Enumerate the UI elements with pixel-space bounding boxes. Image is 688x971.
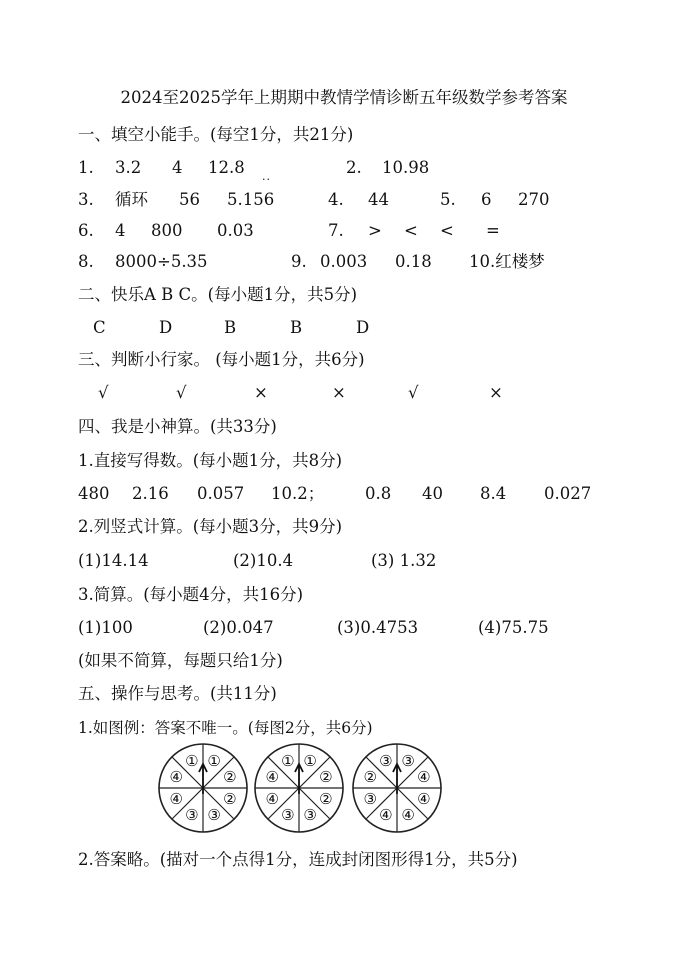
check-mark: √ bbox=[98, 383, 109, 402]
answer-value: (2)0.047 bbox=[203, 618, 274, 637]
answer-value: 56 bbox=[179, 190, 200, 209]
spinner-wheel bbox=[255, 744, 343, 832]
pointer-arrow-icon bbox=[393, 764, 401, 794]
item-number: 7. bbox=[328, 221, 344, 240]
choice-answer: B bbox=[290, 318, 303, 337]
repeating-decimal-dots: ·· bbox=[262, 173, 271, 186]
wheel-sector-label: ③ bbox=[379, 752, 393, 771]
item-number: 2. bbox=[346, 158, 362, 177]
pointer-arrow-icon bbox=[295, 764, 303, 794]
answer-value: 10.2； bbox=[271, 484, 325, 503]
section3-heading: 三、判断小行家。 (每小题1分，共6分) bbox=[78, 350, 365, 369]
section4-part3-heading: 3.简算。(每小题4分，共16分) bbox=[78, 585, 304, 604]
wheel-sector-label: ④ bbox=[169, 790, 183, 809]
choice-answer: D bbox=[159, 318, 173, 337]
answer-value: 0.003 bbox=[320, 252, 368, 271]
wheel-sector-label: ③ bbox=[207, 805, 221, 824]
choice-answer: B bbox=[224, 318, 237, 337]
answer-value: (1)100 bbox=[78, 618, 133, 637]
item-number: 4. bbox=[328, 190, 344, 209]
answer-value: 10.红楼梦 bbox=[469, 252, 545, 271]
answer-value: 0.03 bbox=[217, 221, 254, 240]
wheel-sector-label: ② bbox=[319, 790, 333, 809]
answer-value: 10.98 bbox=[382, 158, 430, 177]
answer-value: 5.156 bbox=[227, 190, 275, 209]
wheel-sector-label: ① bbox=[207, 752, 221, 771]
item-number: 1. bbox=[78, 158, 94, 177]
wheel-sector-label: ④ bbox=[379, 805, 393, 824]
wheel-sector-label: ④ bbox=[417, 790, 431, 809]
answer-value: (1)14.14 bbox=[78, 551, 149, 570]
cross-mark: × bbox=[489, 383, 503, 402]
answer-value: (3) 1.32 bbox=[371, 551, 437, 570]
wheel-sector-label: ① bbox=[303, 752, 317, 771]
item-number: 6. bbox=[78, 221, 94, 240]
section4-part1-heading: 1.直接写得数。(每小题1分，共8分) bbox=[78, 451, 343, 470]
page-title: 2024至2025学年上期期中教情学情诊断五年级数学参考答案 bbox=[120, 88, 568, 107]
section5-heading: 五、操作与思考。(共11分) bbox=[78, 684, 277, 703]
item-number: 8. bbox=[78, 252, 94, 271]
section4-part3-note: (如果不简算，每题只给1分) bbox=[78, 651, 283, 670]
comparison-sign: < bbox=[440, 221, 454, 240]
cross-mark: × bbox=[332, 383, 346, 402]
wheel-sector-label: ② bbox=[223, 767, 237, 786]
choice-answer: C bbox=[93, 318, 106, 337]
pointer-arrow-icon bbox=[199, 764, 207, 794]
answer-value: 3.2 bbox=[115, 158, 142, 177]
wheel-sector-label: ① bbox=[185, 752, 199, 771]
answer-value: 2.16 bbox=[132, 484, 169, 503]
section5-part1-text: 1.如图例：答案不唯一。(每图2分，共6分) bbox=[78, 719, 373, 737]
answer-value: 0.027 bbox=[544, 484, 592, 503]
wheel-sector-label: ④ bbox=[401, 805, 415, 824]
comparison-sign: > bbox=[368, 221, 382, 240]
answer-value: (4)75.75 bbox=[478, 618, 549, 637]
answer-value: 480 bbox=[78, 484, 110, 503]
answer-value: 6 bbox=[481, 190, 492, 209]
item-number: 3. bbox=[78, 190, 94, 209]
answer-value: 40 bbox=[422, 484, 443, 503]
wheel-sector-label: ③ bbox=[281, 805, 295, 824]
answer-value: (2)10.4 bbox=[233, 551, 294, 570]
answer-value: 12.8 bbox=[208, 158, 245, 177]
wheel-sector-label: ① bbox=[281, 752, 295, 771]
wheel-sector-label: ② bbox=[363, 767, 377, 786]
answer-value: 0.18 bbox=[395, 252, 432, 271]
answer-value: 270 bbox=[518, 190, 550, 209]
choice-answer: D bbox=[356, 318, 370, 337]
answer-value: 8.4 bbox=[480, 484, 507, 503]
wheel-sector-label: ③ bbox=[363, 790, 377, 809]
answer-value: 44 bbox=[368, 190, 389, 209]
spinner-wheel bbox=[353, 744, 441, 832]
answer-value: 0.057 bbox=[197, 484, 245, 503]
answer-value: 800 bbox=[151, 221, 183, 240]
wheel-sector-label: ③ bbox=[303, 805, 317, 824]
cross-mark: × bbox=[254, 383, 268, 402]
item-number: 9. bbox=[291, 252, 307, 271]
wheel-sector-label: ③ bbox=[185, 805, 199, 824]
check-mark: √ bbox=[408, 383, 419, 402]
wheel-sector-label: ④ bbox=[417, 767, 431, 786]
answer-value: 4 bbox=[115, 221, 126, 240]
answer-value: 0.8 bbox=[365, 484, 392, 503]
wheel-sector-label: ④ bbox=[265, 767, 279, 786]
check-mark: √ bbox=[176, 383, 187, 402]
comparison-sign: < bbox=[404, 221, 418, 240]
answer-value: 循环 bbox=[115, 190, 148, 209]
section4-heading: 四、我是小神算。(共33分) bbox=[78, 417, 277, 436]
wheel-sector-label: ④ bbox=[265, 790, 279, 809]
item-number: 5. bbox=[440, 190, 456, 209]
answer-value: 8000÷5.35 bbox=[115, 252, 208, 271]
answer-value: (3)0.4753 bbox=[337, 618, 419, 637]
section1-heading: 一、填空小能手。(每空1分，共21分) bbox=[78, 125, 354, 144]
spinner-wheel bbox=[159, 744, 247, 832]
section2-heading: 二、快乐A B C。(每小题1分，共5分) bbox=[78, 285, 358, 304]
wheel-sector-label: ③ bbox=[401, 752, 415, 771]
comparison-sign: = bbox=[486, 221, 500, 240]
wheel-sector-label: ② bbox=[319, 767, 333, 786]
section5-part2-text: 2.答案略。(描对一个点得1分，连成封闭图形得1分，共5分) bbox=[78, 850, 518, 869]
wheel-sector-label: ④ bbox=[169, 767, 183, 786]
section4-part2-heading: 2.列竖式计算。(每小题3分，共9分) bbox=[78, 517, 343, 536]
answer-value: 4 bbox=[172, 158, 183, 177]
wheel-sector-label: ② bbox=[223, 790, 237, 809]
